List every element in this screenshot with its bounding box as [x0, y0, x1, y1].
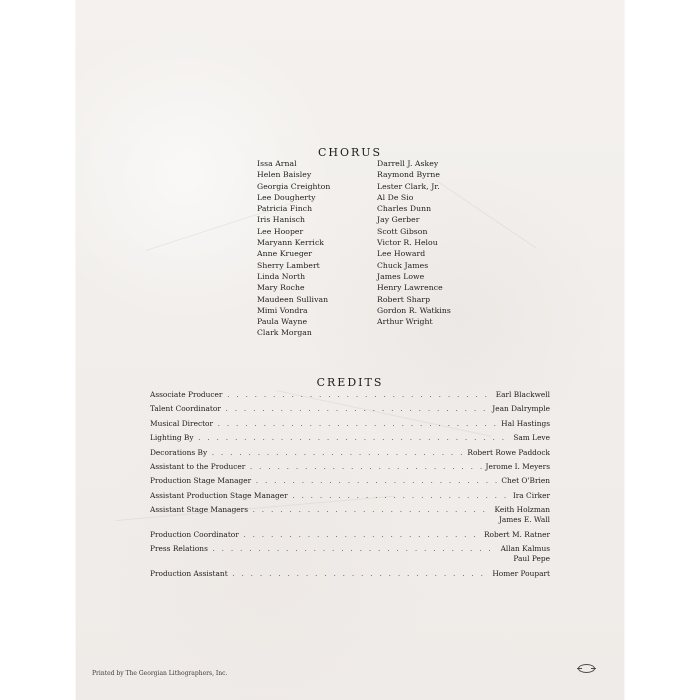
chorus-member: Chuck James — [377, 260, 429, 270]
credit-name: Robert Rowe Paddock — [467, 447, 550, 457]
chorus-member: Robert Sharp — [377, 294, 431, 304]
union-label-icon — [578, 664, 595, 673]
chorus-member: Georgia Creighton — [257, 181, 331, 191]
credit-role: Assistant Stage Managers . . . — [150, 505, 491, 525]
credit-role: Production Assistant . . . — [150, 569, 488, 579]
credit-names — [463, 448, 550, 458]
chorus-left-column — [257, 158, 330, 339]
credit-names — [492, 390, 550, 400]
credit-row — [150, 462, 550, 472]
credit-role: Associate Producer . . . — [150, 390, 492, 400]
credit-row — [150, 544, 550, 564]
chorus-member: Linda North — [257, 271, 306, 281]
credit-names — [482, 462, 550, 472]
credit-row — [150, 433, 550, 443]
chorus-member: Raymond Byrne — [377, 170, 440, 180]
chorus-member: Sherry Lambert — [257, 260, 320, 270]
chorus-member: Jay Gerber — [377, 215, 420, 225]
credit-name: Earl Blackwell — [495, 390, 550, 399]
chorus-member: Lee Howard — [377, 249, 426, 259]
chorus-member: Issa Arnal — [257, 159, 297, 168]
credit-name: Allan Kalmus — [500, 544, 550, 554]
credit-name: Chet O'Brien — [501, 476, 550, 486]
chorus-member: Henry Lawrence — [377, 283, 443, 293]
chorus-member: James Lowe — [377, 271, 425, 281]
chorus-member: Victor R. Helou — [377, 238, 438, 248]
credit-name: Ira Cirker — [512, 490, 550, 500]
credit-row — [150, 476, 550, 486]
credit-names — [488, 569, 550, 579]
credit-name: Homer Poupart — [492, 568, 550, 578]
credit-names — [491, 505, 550, 525]
chorus-member: Helen Baisley — [257, 170, 312, 180]
program-page — [76, 0, 624, 700]
credit-row — [150, 491, 550, 501]
credit-role: Production Coordinator . . . — [150, 530, 480, 540]
credit-name: Paul Pepe — [513, 554, 550, 564]
credit-name: Keith Holzman — [494, 505, 550, 515]
chorus-member: Lester Clark, Jr. — [377, 181, 440, 191]
credit-row — [150, 569, 550, 579]
chorus-member: Charles Dunn — [377, 204, 432, 214]
credit-names — [497, 419, 550, 429]
credit-name: Jean Dalrymple — [492, 404, 550, 414]
credit-names — [480, 530, 550, 540]
chorus-member: Iris Hanisch — [257, 215, 306, 225]
credit-row — [150, 390, 550, 400]
chorus-member: Clark Morgan — [257, 328, 312, 338]
chorus-member: Paula Wayne — [257, 317, 308, 327]
chorus-member: Mary Roche — [257, 283, 305, 293]
chorus-member: Patricia Finch — [257, 204, 313, 214]
credit-names — [497, 544, 550, 564]
chorus-member: Darrell J. Askey — [377, 159, 439, 168]
chorus-right-column — [377, 158, 451, 327]
printer-credit: Printed by The Georgian Lithographers, Inc. — [92, 670, 228, 677]
credit-role: Musical Director . . . — [150, 419, 497, 429]
credits-heading: CREDITS — [316, 376, 384, 390]
chorus-member: Maryann Kerrick — [257, 238, 325, 248]
credit-name: Sam Leve — [513, 433, 550, 443]
credit-role: Press Relations . . . — [150, 544, 497, 564]
credit-name: Jerome I. Meyers — [485, 461, 550, 471]
chorus-member: Al De Sio — [377, 192, 414, 202]
credit-row — [150, 448, 550, 458]
credit-names — [488, 404, 550, 414]
credit-role: Decorations By . . . — [150, 448, 463, 458]
credit-row — [150, 419, 550, 429]
credit-role: Assistant Production Stage Manager . . . — [150, 491, 509, 501]
chorus-member: Arthur Wright — [377, 317, 433, 327]
chorus-member: Gordon R. Watkins — [377, 305, 451, 315]
credits-list — [150, 390, 550, 583]
credit-role: Talent Coordinator . . . — [150, 404, 488, 414]
credit-name: James E. Wall — [498, 515, 550, 525]
credit-role: Production Stage Manager . . . — [150, 476, 497, 486]
credit-names — [509, 491, 550, 501]
credit-name: Hal Hastings — [501, 418, 550, 428]
chorus-member: Lee Dougherty — [257, 192, 316, 202]
credit-row — [150, 530, 550, 540]
chorus-member: Scott Gibson — [377, 226, 428, 236]
credit-names — [509, 433, 550, 443]
chorus-member: Mimi Vondra — [257, 305, 308, 315]
chorus-heading: CHORUS — [317, 146, 383, 160]
credit-name: Robert M. Ratner — [483, 529, 550, 539]
credit-row — [150, 404, 550, 414]
credit-role: Lighting By . . . — [150, 433, 509, 443]
chorus-member: Anne Krueger — [257, 249, 313, 259]
chorus-member: Maudeen Sullivan — [257, 294, 329, 304]
credit-row — [150, 505, 550, 525]
credit-role: Assistant to the Producer . . . — [150, 462, 482, 472]
chorus-member: Lee Hooper — [257, 226, 304, 236]
credit-names — [497, 476, 550, 486]
